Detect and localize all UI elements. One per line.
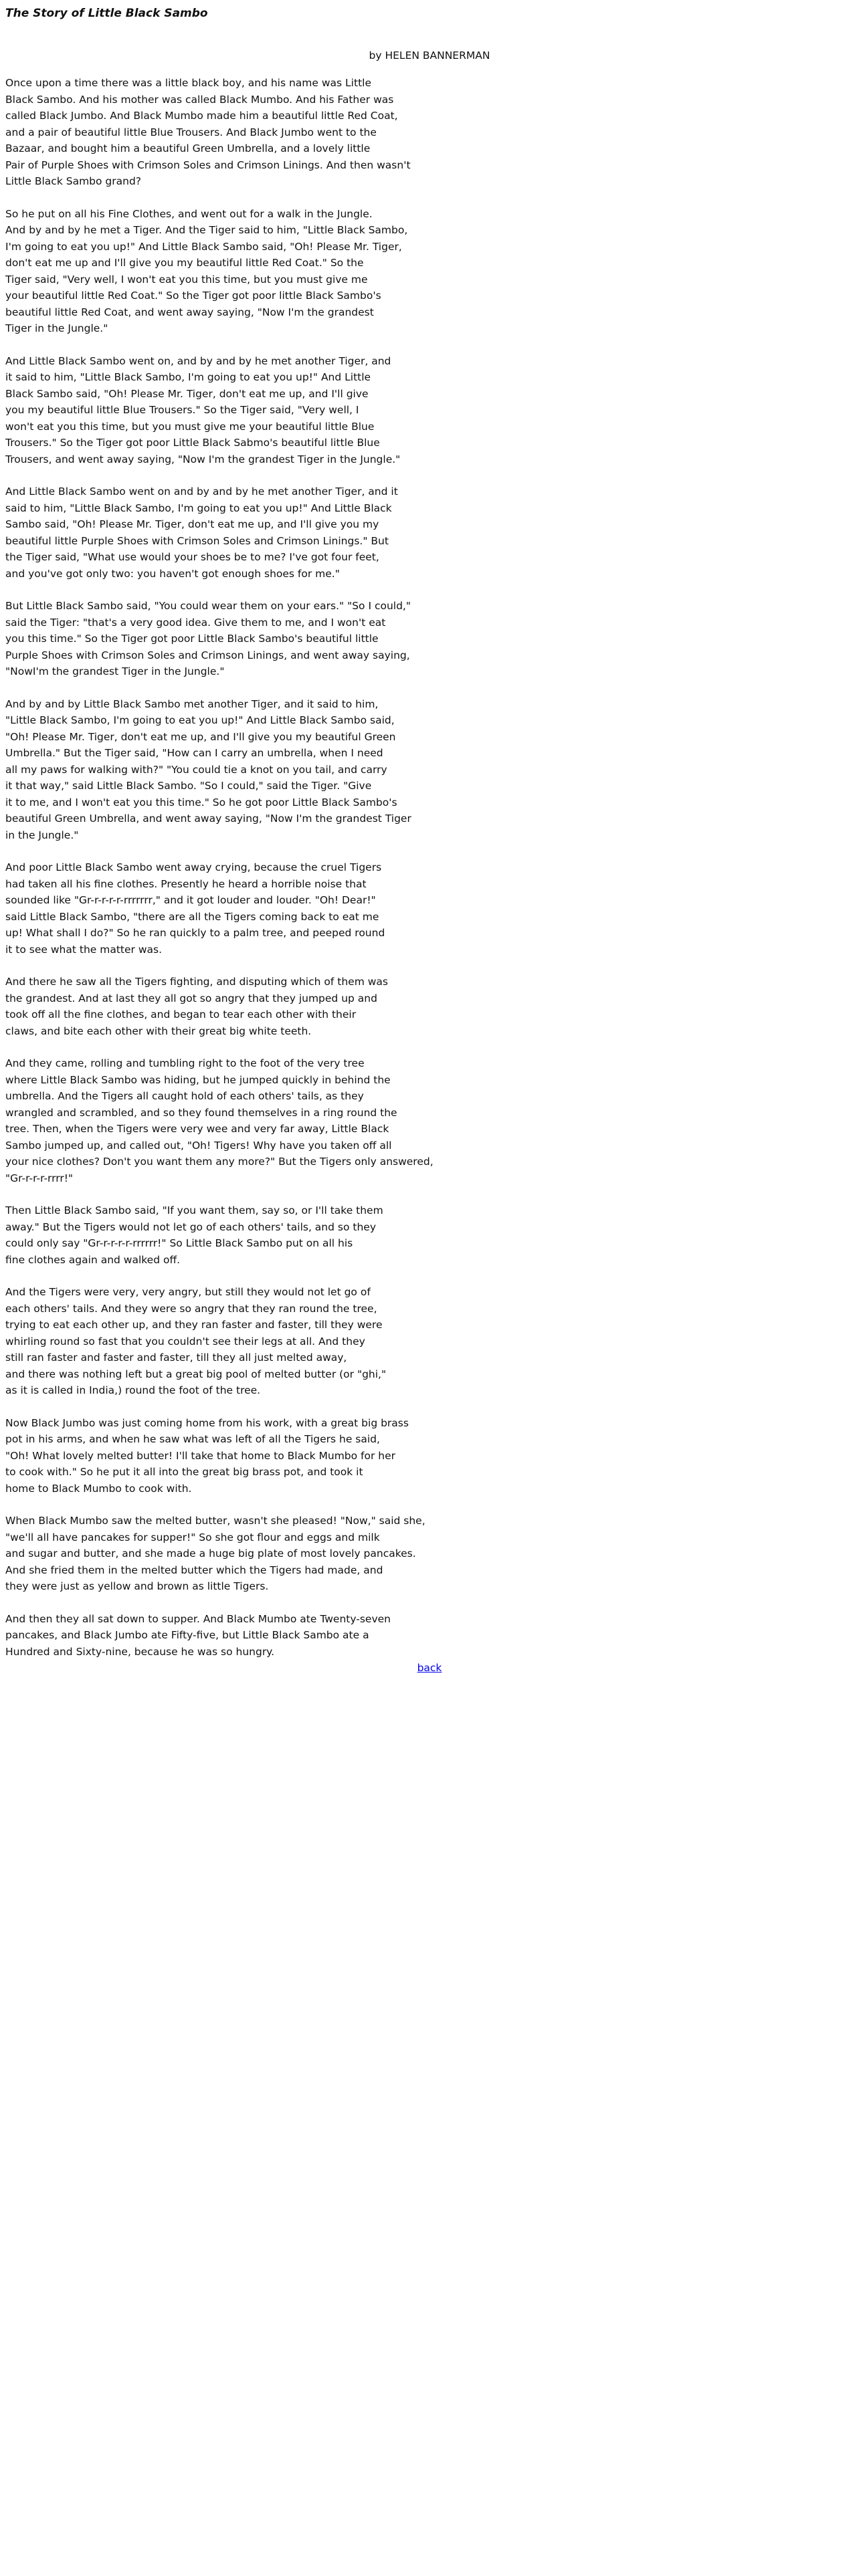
back-link-container	[0, 1660, 859, 1675]
story-body	[5, 75, 848, 1676]
story-paragraph: And Little Black Sambo went on and by and by he met another Tiger, and it said to him, "Little Black Sambo, I'm going to eat you up!" And Little Black Sambo said, "Oh! Please Mr. Tiger, don't eat me up, and I'll give you my beautiful little Purple Shoes with Crimson Soles and Crimson Linings." But the Tiger said, "What use would your shoes be to me? I've got four feet, and you've got only two: you haven't got enough shoes for me."	[5, 486, 398, 580]
story-paragraph: And there he saw all the Tigers fighting, and disputing which of them was the grandest. And at last they all got so angry that they jumped up and took off all the fine clothes, and began to tear each other with their claws, and bite each other with their great big white teeth.	[5, 976, 388, 1037]
story-paragraph: When Black Mumbo saw the melted butter, wasn't she pleased! "Now," said she, "we'll all have pancakes for supper!" So she got flour and eggs and milk and sugar and butter, and she made a huge big plate of most lovely pancakes. And she fried them in the melted butter which the Tigers had made, and they were just as yellow and brown as little Tigers.	[5, 1515, 425, 1592]
author-byline: by HELEN BANNERMAN	[369, 49, 490, 62]
story-paragraph: And the Tigers were very, very angry, but still they would not let go of each others' tails. And they were so angry that they ran round the tree, trying to eat each other up, and they ran faster and faster, till they were whirling round so fast that you couldn't see their legs at all. And they still ran faster and faster and faster, till they all just melted away, and there was nothing left but a great big pool of melted butter (or "ghi," as it is called in India,) round the foot of the tree.	[5, 1286, 387, 1396]
page-title: The Story of Little Black Sambo	[5, 7, 208, 20]
story-paragraph: And they came, rolling and tumbling right to the foot of the very tree where Little Black Sambo was hiding, but he jumped quickly in behind the umbrella. And the Tigers all caught hold of each others' tails, as they wrangled and scrambled, and so they found themselves in a ring round the tree. Then, when the Tigers were very wee and very far away, Little Black Sambo jumped up, and called out, "Oh! Tigers! Why have you taken off all your nice clothes? Don't you want them any more?" But the Tigers only answered, "Gr-r-r-r-rrrr!"	[5, 1057, 434, 1184]
story-paragraph: And then they all sat down to supper. And Black Mumbo ate Twenty-seven pancakes, and Black Jumbo ate Fifty-five, but Little Black Sambo ate a Hundred and Sixty-nine, because he was so hungry.	[5, 1612, 391, 1658]
story-paragraph: But Little Black Sambo said, "You could wear them on your ears." "So I could," said the Tiger: "that's a very good idea. Give them to me, and I won't eat you this time." So the Tiger got poor Little Black Sambo's beautiful little Purple Shoes with Crimson Soles and Crimson Linings, and went away saying, "NowI'm the grandest Tiger in the Jungle."	[5, 600, 411, 677]
story-paragraph: And poor Little Black Sambo went away crying, because the cruel Tigers had taken all his fine clothes. Presently he heard a horrible noise that sounded like "Gr-r-r-r-r-rrrrrrr," and it got louder and louder. "Oh! Dear!" said Little Black Sambo, "there are all the Tigers coming back to eat me up! What shall I do?" So he ran quickly to a palm tree, and peeped round it to see what the matter was.	[5, 861, 385, 956]
story-paragraph: Once upon a time there was a little black boy, and his name was Little Black Sambo. And his mother was called Black Mumbo. And his Father was called Black Jumbo. And Black Mumbo made him a beautiful little Red Coat, and a pair of beautiful little Blue Trousers. And Black Jumbo went to the Bazaar, and bought him a beautiful Green Umbrella, and a lovely little Pair of Purple Shoes with Crimson Soles and Crimson Linings. And then wasn't Little Black Sambo grand?	[5, 77, 411, 187]
story-paragraph: And Little Black Sambo went on, and by and by he met another Tiger, and it said to him, "Little Black Sambo, I'm going to eat you up!" And Little Black Sambo said, "Oh! Please Mr. Tiger, don't eat me up, and I'll give you my beautiful little Blue Trousers." So the Tiger said, "Very well, I won't eat you this time, but you must give me your beautiful little Blue Trousers." So the Tiger got poor Little Black Sabmo's beautiful little Blue Trousers, and went away saying, "Now I'm the grandest Tiger in the Jungle."	[5, 354, 401, 465]
story-paragraph: Then Little Black Sambo said, "If you want them, say so, or I'll take them away." But the Tigers would not let go of each others' tails, and so they could only say "Gr-r-r-r-r-rrrrrr!" So Little Black Sambo put on all his fine clothes again and walked off.	[5, 1204, 383, 1266]
back-link[interactable]: back	[417, 1662, 442, 1674]
story-paragraph: And by and by Little Black Sambo met another Tiger, and it said to him, "Little Black Sambo, I'm going to eat you up!" And Little Black Sambo said, "Oh! Please Mr. Tiger, don't eat me up, and I'll give you my beautiful Green Umbrella." But the Tiger said, "How can I carry an umbrella, when I need all my paws for walking with?" "You could tie a knot on you tail, and carry it that way," said Little Black Sambo. "So I could," said the Tiger. "Give it to me, and I won't eat you this time." So he got poor Little Black Sambo's beautiful Green Umbrella, and went away saying, "Now I'm the grandest Tiger in the Jungle."	[5, 697, 411, 841]
story-paragraph: So he put on all his Fine Clothes, and went out for a walk in the Jungle. And by and by he met a Tiger. And the Tiger said to him, "Little Black Sambo, I'm going to eat you up!" And Little Black Sambo said, "Oh! Please Mr. Tiger, don't eat me up and I'll give you my beautiful little Red Coat." So the Tiger said, "Very well, I won't eat you this time, but you must give me your beautiful little Red Coat." So the Tiger got poor little Black Sambo's beautiful little Red Coat, and went away saying, "Now I'm the grandest Tiger in the Jungle."	[5, 207, 408, 334]
story-paragraph: Now Black Jumbo was just coming home from his work, with a great big brass pot in his arms, and when he saw what was left of all the Tigers he said, "Oh! What lovely melted butter! I'll take that home to Black Mumbo for her to cook with." So he put it all into the great big brass pot, and took it home to Black Mumbo to cook with.	[5, 1416, 409, 1495]
